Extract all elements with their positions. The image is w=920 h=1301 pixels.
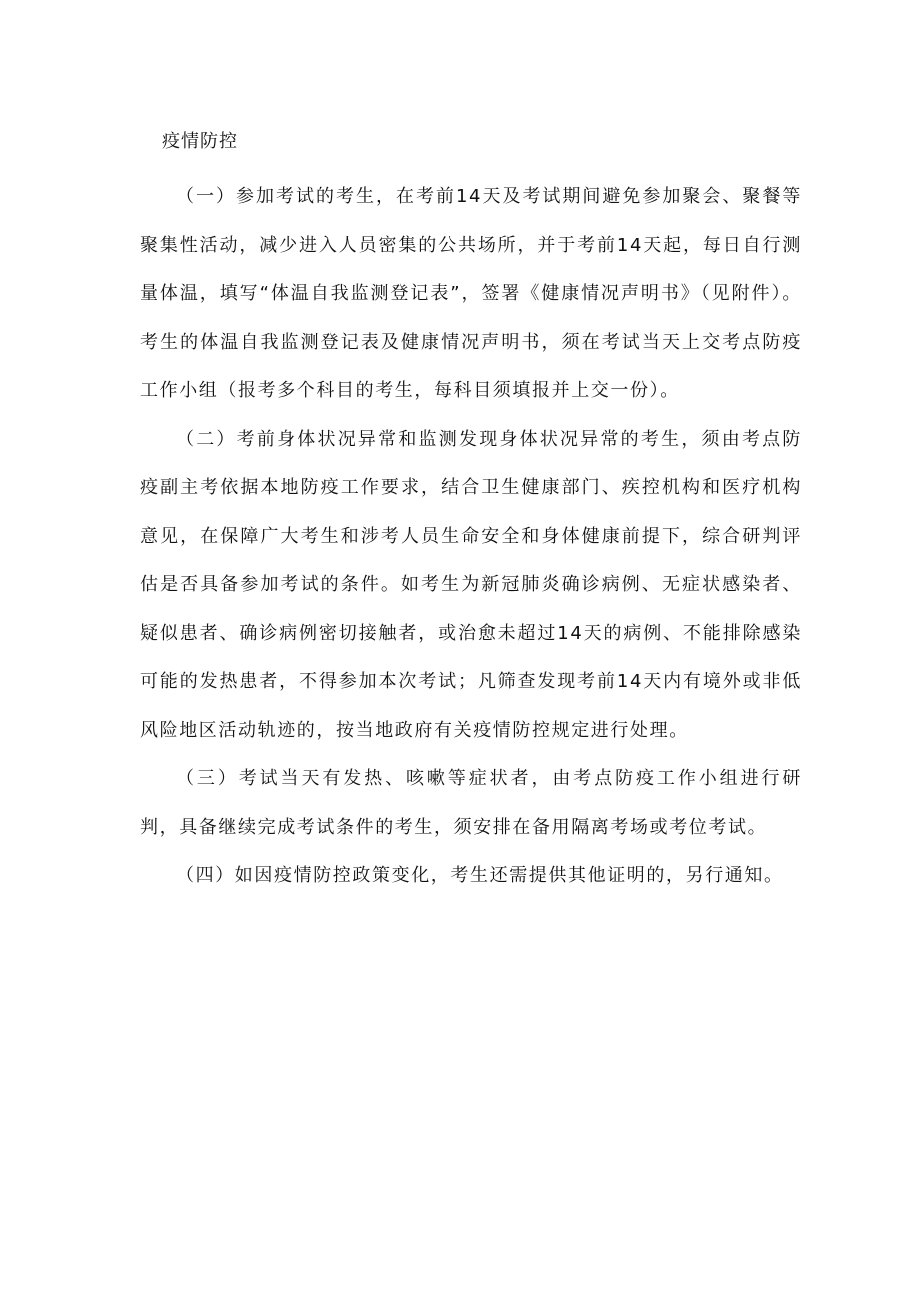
section-heading: 疫情防控: [162, 131, 238, 152]
paragraph-3: （三）考试当天有发热、咳嗽等症状者，由考点防疫工作小组进行研判，具备继续完成考试条件的考生，须安排在备用隔离考场或考位考试。: [140, 768, 802, 838]
paragraph-4: （四）如因疫情防控政策变化，考生还需提供其他证明的，另行通知。: [176, 865, 784, 886]
paragraph-2: （二）考前身体状况异常和监测发现身体状况异常的考生，须由考点防疫副主考依据本地防疫工作要求，结合卫生健康部门、疾控机构和医疗机构意见，在保障广大考生和涉考人员生命安全和身体健康前提下，综合研判评估是否具备参加考试的条件。如考生为新冠肺炎确诊病例、无症状感染者、疑似患者、确诊病例密切接触者，或治愈未超过14天的病例、不能排除感染可能的发热患者，不得参加本次考试；凡筛查发现考前14天内有境外或非低风险地区活动轨迹的，按当地政府有关疫情防控规定进行处理。: [140, 428, 802, 741]
paragraph-1: （一）参加考试的考生，在考前14天及考试期间避免参加聚会、聚餐等聚集性活动，减少进入人员密集的公共场所，并于考前14天起，每日自行测量体温，填写“体温自我监测登记表”，签署《健康情况声明书》（见附件）。考生的体温自我监测登记表及健康情况声明书，须在考试当天上交考点防疫工作小组（报考多个科目的考生，每科目须填报并上交一份）。: [140, 186, 802, 401]
document-body: [140, 125, 802, 901]
